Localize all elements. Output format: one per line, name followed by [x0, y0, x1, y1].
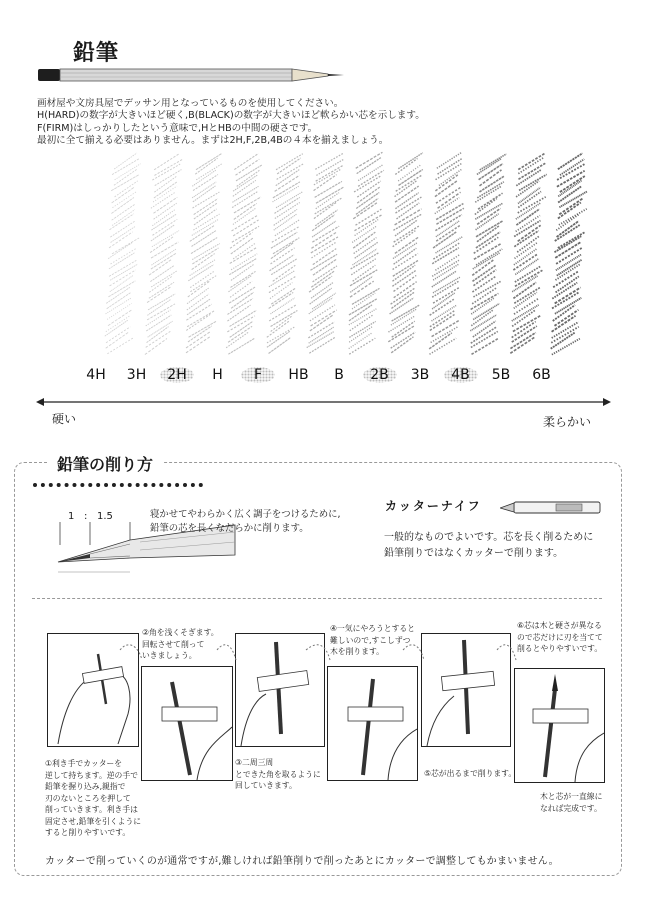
- stroke-sample-h: [226, 154, 262, 355]
- step-1-illustration: [47, 633, 139, 747]
- caption-line: 鉛筆を握り込み,親指で: [45, 782, 126, 791]
- caption-line: 回転させて削って: [142, 639, 205, 649]
- stroke-sample-b: [349, 152, 384, 354]
- stroke-sample-3h: [145, 154, 182, 355]
- step-4-illustration: [327, 666, 418, 781]
- section-divider: [32, 598, 602, 599]
- caption-line: 木を削ります。: [330, 647, 384, 656]
- caption-line: 刃のないところを押して: [45, 793, 131, 803]
- grade-label-h: H: [212, 367, 223, 383]
- section-title: 鉛筆の削り方: [47, 452, 163, 475]
- grade-label-2b: 2B: [363, 367, 397, 383]
- grade-label-f: F: [241, 367, 275, 383]
- intro-line: H(HARD)の数字が大きいほど硬く,B(BLACK)の数字が大きいほど軟らかい芯を示します。: [37, 110, 425, 122]
- caption-line: ⑥芯は木と硬さが異なる: [517, 621, 602, 630]
- grade-label-3h: 3H: [126, 367, 147, 383]
- hard-label: 硬い: [52, 412, 77, 426]
- step-3-illustration: [235, 633, 325, 747]
- caption-line: 削っていきます。利き手は: [45, 805, 138, 814]
- stroke-sample-5b: [510, 154, 546, 354]
- step-6-illustration: [514, 668, 605, 783]
- sharpening-description: [150, 508, 340, 535]
- intro-line: 最初に全て揃える必要はありません。まずは2H,F,2B,4Bの４本を揃えましょう。: [37, 135, 389, 147]
- desc-line: 鉛筆削りではなくカッターで削ります。: [384, 548, 564, 559]
- grade-label-hb: HB: [288, 367, 309, 383]
- caption-line: すると削りやすいです。: [45, 828, 131, 837]
- hardness-axis-arrow: [36, 395, 611, 409]
- title-dotted-underline: [33, 483, 203, 487]
- grade-label-6b: 6B: [532, 367, 551, 383]
- step-2-caption: [142, 627, 219, 662]
- pencil-illustration: [38, 64, 348, 84]
- step-5-caption: [424, 768, 516, 780]
- caption-line: ⑤芯が出るまで削ります。: [424, 769, 517, 778]
- footer-note: カッターで削っていくのが通常ですが,難しければ鉛筆削りで削ったあとにカッターで調整してもかまいません。: [45, 856, 559, 867]
- final-caption: [540, 791, 602, 814]
- caption-line: ②角を浅くそぎます。: [142, 628, 219, 637]
- stroke-sample-hb: [307, 153, 344, 353]
- ratio-right: 1.5: [97, 511, 113, 522]
- desc-line: 寝かせてやわらかく広く調子をつけるために,: [150, 509, 341, 520]
- grade-label-2h: 2H: [160, 367, 194, 383]
- page-title: 鉛筆: [73, 41, 120, 66]
- caption-line: とできた角を取るように: [235, 769, 321, 779]
- caption-line: 削るとやりやすいです。: [517, 644, 603, 653]
- caption-line: ③二周三周: [235, 758, 274, 767]
- step-5-illustration: [421, 633, 511, 747]
- ratio-colon: :: [84, 511, 88, 522]
- step-6-caption: [517, 620, 603, 655]
- step-3-caption: [235, 757, 321, 792]
- stroke-sample-f: [267, 154, 304, 354]
- grade-label-b: B: [334, 367, 344, 383]
- grade-label-5b: 5B: [491, 367, 511, 383]
- caption-line: 難しいので,すこしずつ: [330, 635, 411, 645]
- caption-line: 回していきます。: [235, 781, 297, 790]
- caption-line: なれば完成です。: [540, 803, 602, 813]
- soft-label: 柔らかい: [543, 415, 592, 429]
- cutter-knife-description: [384, 530, 593, 562]
- cutter-knife-title: カッターナイフ: [385, 499, 482, 513]
- step-4-caption: [330, 623, 415, 658]
- caption-line: 木と芯が一直線に: [540, 792, 603, 801]
- ratio-left: 1: [68, 511, 75, 522]
- cutter-knife-icon: [500, 498, 602, 518]
- stroke-sample-6b: [551, 153, 588, 354]
- desc-line: 鉛筆の芯を長くなだらかに削ります。: [150, 522, 309, 534]
- caption-line: 逆して持ちます。逆の手で: [45, 770, 138, 780]
- grade-label-4b: 4B: [444, 367, 478, 383]
- caption-line: ので芯だけに刃を当てて: [517, 632, 603, 642]
- step-1-caption: [45, 758, 141, 839]
- intro-line: F(FIRM)はしっかりしたという意味で,HとHBの中間の硬さです。: [37, 122, 318, 134]
- stroke-sample-2h: [186, 154, 222, 353]
- desc-line: 一般的なものでよいです。芯を長く削るために: [384, 532, 594, 543]
- stroke-sample-3b: [429, 152, 464, 354]
- caption-line: ①利き手でカッターを: [45, 759, 123, 768]
- stroke-sample-4h: [105, 153, 141, 354]
- intro-text: [37, 98, 425, 148]
- pencil-stroke-samples: [70, 150, 590, 360]
- intro-line: 画材屋や文房具屋でデッサン用となっているものを使用してください。: [37, 98, 344, 109]
- grade-label-4h: 4H: [86, 367, 106, 383]
- grade-label-3b: 3B: [410, 367, 430, 383]
- step-2-illustration: [141, 666, 233, 781]
- stroke-sample-2b: [388, 153, 423, 353]
- caption-line: いきましょう。: [142, 651, 197, 660]
- caption-line: ④一気にやろうとすると: [330, 624, 415, 633]
- stroke-sample-4b: [470, 154, 506, 354]
- caption-line: 固定させ,鉛筆を引くように: [45, 816, 142, 826]
